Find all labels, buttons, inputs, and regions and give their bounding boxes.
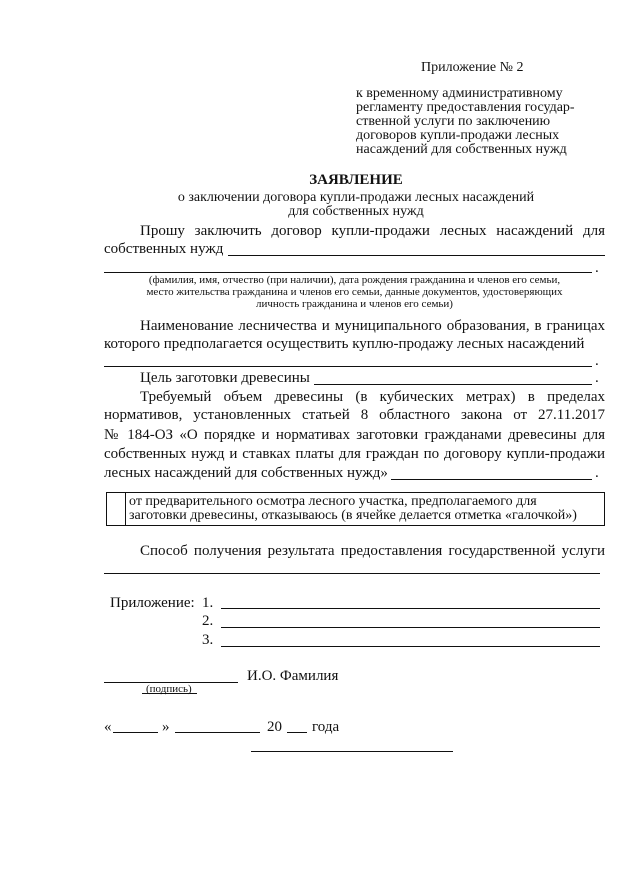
signature-caption: (подпись): [146, 683, 192, 695]
applicant-note-line-1: (фамилия, имя, отчество (при наличии), дата рождения гражданина и членов его семьи,: [148, 274, 561, 286]
attachments-label: Приложение:: [110, 595, 195, 611]
volume-line-2: нормативов, установленных статьей 8 областного закона от 27.11.2017: [104, 407, 605, 423]
result-method-field-line[interactable]: [104, 573, 600, 574]
document-title: ЗАЯВЛЕНИЕ: [309, 172, 403, 188]
forestry-line-1: Наименование лесничества и муниципального образования, в границах: [140, 318, 605, 334]
forestry-field-end: .: [595, 353, 599, 369]
bottom-rule: [251, 751, 453, 752]
applicant-field-end: .: [595, 260, 599, 276]
appendix-line-4: договоров купли-продажи лесных: [356, 128, 560, 143]
result-method-label: Способ получения результата предоставления государственной услуги: [140, 543, 605, 559]
purpose-field-end: .: [595, 370, 599, 386]
appendix-line-5: насаждений для собственных нужд: [356, 142, 567, 157]
attachment-field-line-2[interactable]: [221, 627, 600, 628]
date-year-field[interactable]: [287, 732, 307, 733]
request-label: собственных нужд: [104, 241, 224, 257]
attachment-number-3: 3.: [202, 632, 214, 648]
attachment-field-line-1[interactable]: [221, 608, 600, 609]
refusal-checkbox[interactable]: [107, 493, 126, 525]
refusal-box: [106, 492, 605, 526]
attachment-number-2: 2.: [202, 613, 214, 629]
applicant-note-line-2: место жительства гражданина и членов его семьи, данные документов, удостоверяющих: [146, 286, 563, 298]
signature-caption-underline: [142, 693, 197, 694]
attachment-field-line-3[interactable]: [221, 646, 600, 647]
volume-line-4: собственных нужд и ставках платы для граждан по договору купли-продажи: [104, 446, 605, 462]
request-line-1: Прошу заключить договор купли-продажи лесных насаждений для: [140, 223, 605, 239]
appendix-line-1: к временному административному: [356, 86, 563, 101]
volume-line-5-label: лесных насаждений для собственных нужд»: [104, 465, 388, 481]
appendix-line-3: ственной услуги по заключению: [356, 114, 551, 129]
applicant-field-line-1[interactable]: [228, 255, 605, 256]
purpose-field-line[interactable]: [314, 384, 592, 385]
applicant-field-line-2[interactable]: [104, 272, 592, 273]
date-year-suffix: года: [312, 719, 340, 735]
purpose-label: Цель заготовки древесины: [140, 370, 310, 386]
date-year-prefix: 20: [267, 719, 282, 735]
refusal-line-2: заготовки древесины, отказываюсь (в ячейке делается отметка «галочкой»): [129, 508, 577, 523]
appendix-title: Приложение № 2: [421, 60, 524, 75]
document-subtitle-line-2: для собственных нужд: [288, 204, 424, 219]
date-day-field[interactable]: [113, 732, 158, 733]
forestry-line-2: которого предполагается осуществить куплю-продажу лесных насаждений: [104, 336, 585, 352]
refusal-line-1: от предварительного осмотра лесного участка, предполагаемого для: [129, 494, 537, 509]
attachment-number-1: 1.: [202, 595, 214, 611]
document-subtitle-line-1: о заключении договора купли-продажи лесных насаждений: [177, 190, 535, 205]
date-open-quote: «: [104, 719, 112, 735]
date-month-field[interactable]: [175, 732, 260, 733]
volume-line-3: № 184-ОЗ «О порядке и нормативах заготовки гражданами древесины для: [104, 427, 605, 443]
volume-line-1: Требуемый объем древесины (в кубических метрах) в пределах: [140, 389, 605, 405]
applicant-note-line-3: личность гражданина и членов его семьи): [256, 298, 453, 310]
volume-field-line[interactable]: [391, 479, 592, 480]
date-close-quote: »: [162, 719, 170, 735]
appendix-line-2: регламенту предоставления государ-: [356, 100, 575, 115]
forestry-field-line[interactable]: [104, 366, 592, 367]
signer-name: И.О. Фамилия: [247, 668, 339, 684]
volume-field-end: .: [595, 465, 599, 481]
